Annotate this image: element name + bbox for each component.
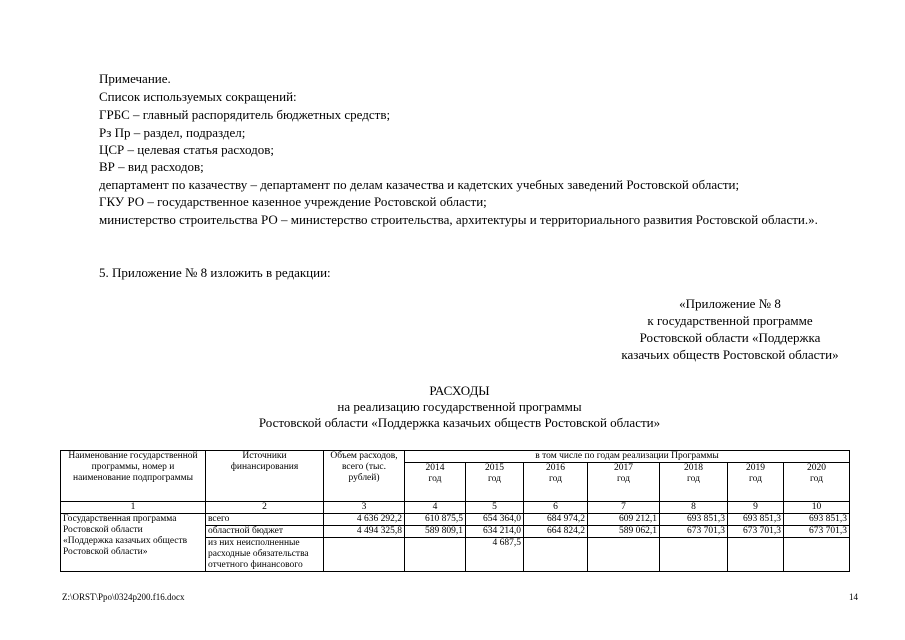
column-numbers-row: [61, 502, 850, 514]
program-name-line: Ростовской области»: [63, 547, 148, 557]
source-cell: всего: [206, 514, 324, 526]
header-row: [61, 451, 850, 463]
source-cell: областной бюджет: [206, 526, 324, 538]
abbreviation-item-ministry: министерство строительства РО – министерство строительства, архитектуры и территориального развития Ростовской области.».: [99, 212, 818, 227]
program-name-cell: [61, 514, 206, 572]
column-number: 9: [728, 502, 784, 514]
total-cell: [324, 538, 405, 572]
document-heading: [62, 383, 857, 431]
value-cell: 673 701,3: [784, 526, 850, 538]
value-cell: [588, 538, 660, 572]
header-year: 2017 год: [588, 463, 660, 502]
column-number: 10: [784, 502, 850, 514]
column-number: 6: [524, 502, 588, 514]
value-cell: 673 701,3: [660, 526, 728, 538]
expenses-table: [60, 450, 850, 572]
program-name-line: Государственная программа: [63, 514, 177, 524]
header-year: 2018 год: [660, 463, 728, 502]
heading-line: на реализацию государственной программы: [337, 399, 582, 414]
program-name-line: Ростовской области: [63, 525, 143, 535]
column-number: 1: [61, 502, 206, 514]
value-cell: [405, 538, 466, 572]
abbreviation-item: департамент по казачеству – департамент по делам казачества и кадетских учебных заведений Ростовской области;: [99, 177, 740, 192]
source-line: из них неисполненные: [208, 538, 300, 548]
total-cell: 4 636 292,2: [324, 514, 405, 526]
header-by-years: в том числе по годам реализации Программы: [405, 451, 850, 463]
column-number: 2: [206, 502, 324, 514]
value-cell: [660, 538, 728, 572]
total-cell: 4 494 325,8: [324, 526, 405, 538]
program-name-line: «Поддержка казачьих обществ: [63, 536, 188, 546]
table-row: [61, 514, 850, 526]
column-number: 8: [660, 502, 728, 514]
page-number: 14: [849, 592, 858, 602]
source-line: расходные обязательства: [208, 549, 309, 559]
value-cell: 4 687,5: [466, 538, 524, 572]
appendix-line: к государственной программе: [647, 313, 813, 328]
abbreviations-title: Список используемых сокращений:: [99, 89, 297, 104]
value-cell: 589 809,1: [405, 526, 466, 538]
source-cell: [206, 538, 324, 572]
value-cell: 654 364,0: [466, 514, 524, 526]
column-number: 7: [588, 502, 660, 514]
appendix-line: казачьих обществ Ростовской области»: [621, 347, 839, 362]
value-cell: 589 062,1: [588, 526, 660, 538]
column-number: 5: [466, 502, 524, 514]
header-year: 2019 год: [728, 463, 784, 502]
value-cell: 693 851,3: [728, 514, 784, 526]
column-number: 4: [405, 502, 466, 514]
column-number: 3: [324, 502, 405, 514]
appendix-line: Ростовской области «Поддержка: [639, 330, 821, 345]
header-year: 2020 год: [784, 463, 850, 502]
appendix-line: «Приложение № 8: [679, 296, 781, 311]
source-line: отчетного финансового: [208, 560, 303, 570]
heading-title: РАСХОДЫ: [429, 383, 490, 398]
value-cell: [728, 538, 784, 572]
header-year: 2016 год: [524, 463, 588, 502]
value-cell: 693 851,3: [660, 514, 728, 526]
point-5-text: 5. Приложение № 8 изложить в редакции:: [99, 265, 331, 280]
value-cell: 664 824,2: [524, 526, 588, 538]
value-cell: 673 701,3: [728, 526, 784, 538]
abbreviation-item: ЦСР – целевая статья расходов;: [99, 142, 274, 157]
value-cell: 610 875,5: [405, 514, 466, 526]
header-year: 2014 год: [405, 463, 466, 502]
value-cell: 693 851,3: [784, 514, 850, 526]
abbreviation-item: ГКУ РО – государственное казенное учреждение Ростовской области;: [99, 194, 487, 209]
note-title: Примечание.: [99, 71, 171, 86]
header-volume: Объем расходов, всего (тыс. рублей): [324, 451, 405, 502]
heading-line: Ростовской области «Поддержка казачьих обществ Ростовской области»: [258, 415, 661, 430]
value-cell: 634 214,0: [466, 526, 524, 538]
abbreviation-item: ВР – вид расходов;: [99, 159, 204, 174]
value-cell: 609 212,1: [588, 514, 660, 526]
abbreviation-item: Рз Пр – раздел, подраздел;: [99, 125, 246, 140]
value-cell: 684 974,2: [524, 514, 588, 526]
header-sources: Источники финансирования: [206, 451, 324, 502]
appendix-header: [580, 295, 880, 363]
footer-file-path: Z:\ORST\Ppo\0324p200.f16.docx: [62, 592, 185, 602]
abbreviation-item: ГРБС – главный распорядитель бюджетных средств;: [99, 107, 391, 122]
value-cell: [784, 538, 850, 572]
value-cell: [524, 538, 588, 572]
header-name: Наименование государственной программы, номер и наименование подпрограммы: [61, 451, 206, 502]
header-year: 2015 год: [466, 463, 524, 502]
